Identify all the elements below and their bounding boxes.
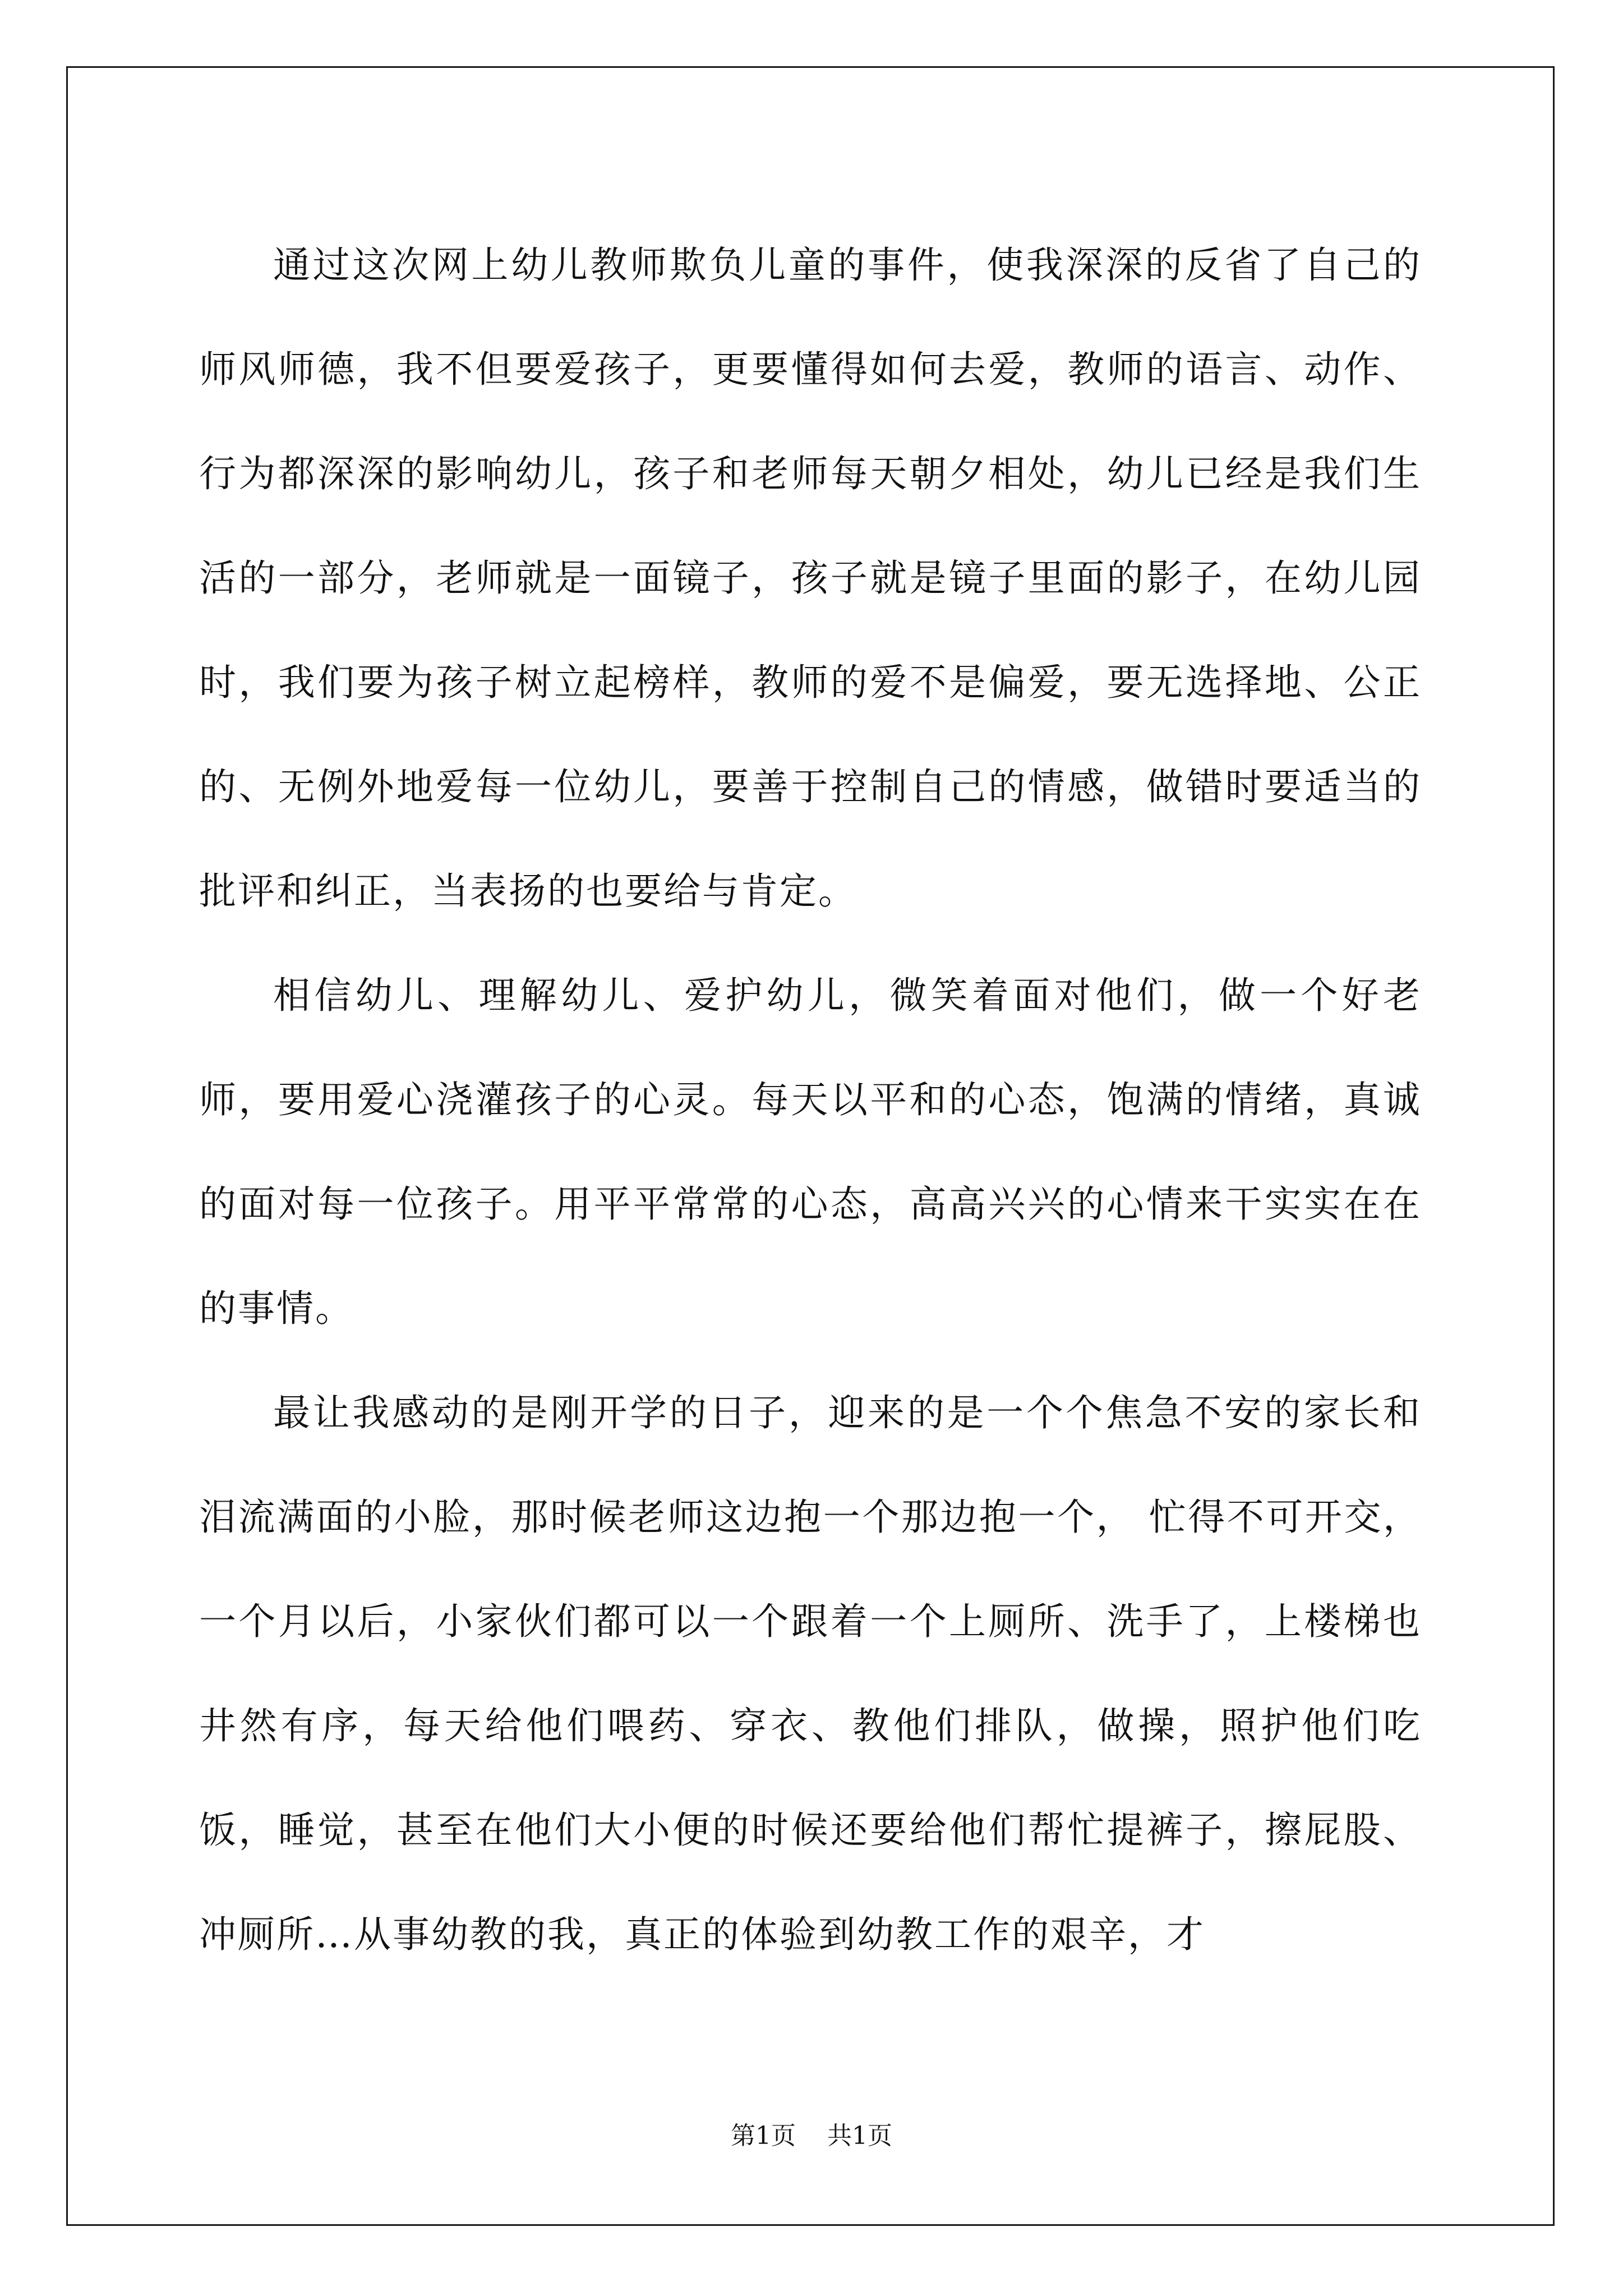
page-total: 共1页 [827, 2122, 892, 2150]
paragraph-3: 最让我感动的是刚开学的日子，迎来的是一个个焦急不安的家长和泪流满面的小脸，那时候老师这边抱一个那边抱一个， 忙得不可开交，一个月以后，小家伙们都可以一个跟着一个上厕所、洗手了，上楼梯也井然有序，每天给他们喂药、穿衣、教他们排队，做操，照护他们吃饭，睡觉，甚至在他们大小便的时候还要给他们帮忙提裤子，擦屁股、冲厕所…从事幼教的我，真正的体验到幼教工作的艰辛，才 [199, 1391, 1422, 1956]
paragraph-2: 相信幼儿、理解幼儿、爱护幼儿，微笑着面对他们，做一个好老师，要用爱心浇灌孩子的心灵。每天以平和的心态，饱满的情绪，真诚的面对每一位孩子。用平平常常的心态，高高兴兴的心情来干实实在在的事情。 [199, 974, 1422, 1330]
paragraph-1: 通过这次网上幼儿教师欺负儿童的事件，使我深深的反省了自己的师风师德，我不但要爱孩子，更要懂得如何去爱，教师的语言、动作、行为都深深的影响幼儿，孩子和老师每天朝夕相处，幼儿已经是我们生活的一部分，老师就是一面镜子，孩子就是镜子里面的影子，在幼儿园时，我们要为孩子树立起榜样，教师的爱不是偏爱，要无选择地、公正的、无例外地爱每一位幼儿，要善于控制自己的情感，做错时要适当的批评和纠正，当表扬的也要给与肯定。 [199, 243, 1422, 913]
page-number: 第1页 [731, 2122, 796, 2150]
document-body [199, 213, 1422, 1987]
page-footer [0, 2119, 1623, 2153]
